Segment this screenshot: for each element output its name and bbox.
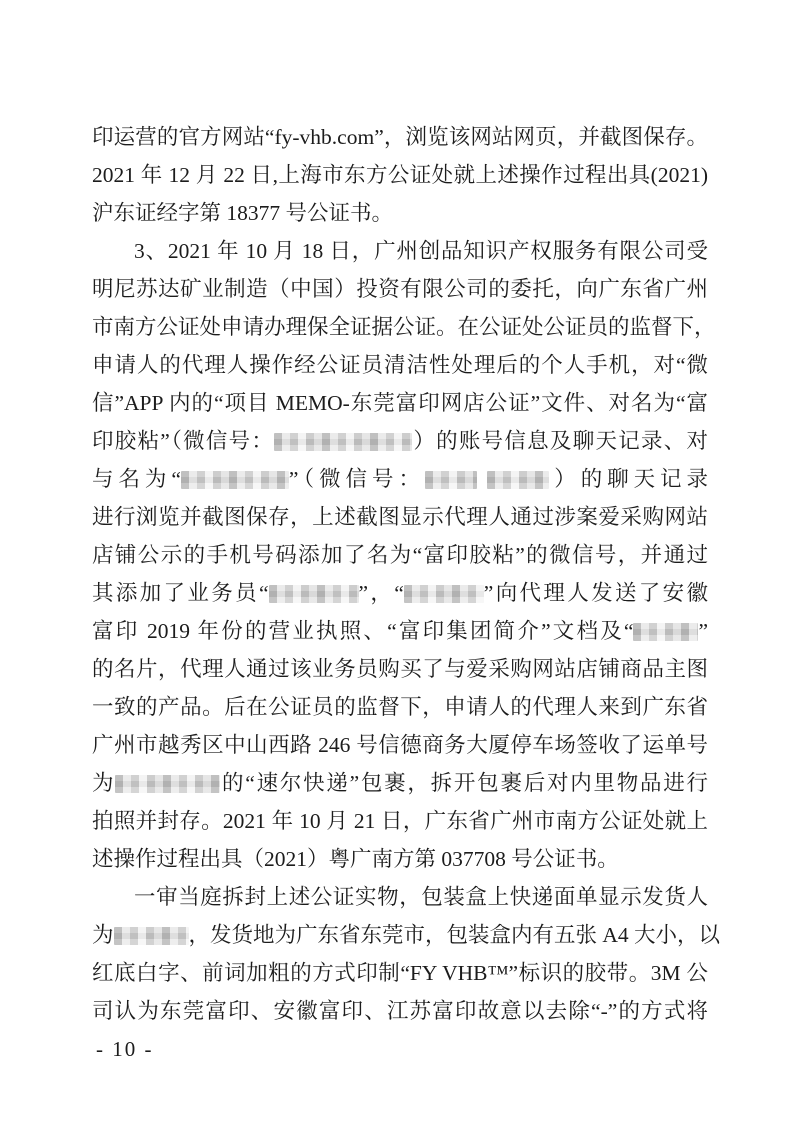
redacted-text-block: [487, 471, 549, 489]
text-line: 印胶粘”（微信号： ）的账号信息及聊天记录、对: [92, 429, 708, 453]
document-lines: [92, 118, 721, 1030]
redacted-text-block: [404, 585, 484, 603]
text-line: 一致的产品。后在公证员的监督下，申请人的代理人来到广东省: [92, 695, 708, 719]
text-line: 进行浏览并截图保存，上述截图显示代理人通过涉案爱采购网站: [92, 505, 708, 529]
text-line: 其添加了业务员“ ”，“ ”向代理人发送了安徽: [92, 581, 708, 605]
text-line: 申请人的代理人操作经公证员清洁性处理后的个人手机，对“微: [92, 353, 708, 377]
redacted-text-block: [425, 471, 477, 489]
text-line: 述操作过程出具（2021）粤广南方第 037708 号公证书。: [92, 847, 619, 871]
text-line: 红底白字、前词加粗的方式印制“FY VHB™”标识的胶带。3M 公: [92, 961, 708, 985]
text-line: 拍照并封存。2021 年 10 月 21 日，广东省广州市南方公证处就上: [92, 809, 708, 833]
text-line: 司认为东莞富印、安徽富印、江苏富印故意以去除“-”的方式将: [92, 999, 708, 1023]
text-line: 市南方公证处申请办理保全证据公证。在公证处公证员的监督下，: [92, 315, 716, 339]
redacted-text-block: [269, 585, 359, 603]
text-line: 一审当庭拆封上述公证实物，包装盒上快递面单显示发货人: [134, 885, 708, 909]
redacted-text-block: [115, 775, 220, 793]
text-line: 与名为“ ”（微信号： ）的聊天记录: [92, 467, 709, 491]
redacted-text-block: [181, 471, 289, 489]
text-line: 店铺公示的手机号码添加了名为“富印胶粘”的微信号，并通过: [92, 543, 708, 567]
redacted-text-block: [633, 623, 698, 641]
text-line: 信”APP 内的“项目 MEMO-东莞富印网店公证”文件、对名为“富: [92, 391, 708, 415]
redacted-text-block: [114, 927, 189, 945]
text-line: 印运营的官方网站“fy-vhb.com”，浏览该网站网页，并截图保存。: [92, 125, 708, 149]
text-line: 明尼苏达矿业制造（中国）投资有限公司的委托，向广东省广州: [92, 277, 708, 301]
text-line: 3、2021 年 10 月 18 日，广州创品知识产权服务有限公司受: [134, 239, 708, 263]
text-line: 为 的“速尔快递”包裹，拆开包裹后对内里物品进行: [92, 771, 708, 795]
text-line: 富印 2019 年份的营业执照、“富印集团简介”文档及“ ”: [92, 619, 708, 643]
text-line: 2021 年 12 月 22 日,上海市东方公证处就上述操作过程出具(2021): [92, 163, 708, 187]
text-line: 广州市越秀区中山西路 246 号信德商务大厦停车场签收了运单号: [92, 733, 708, 757]
redacted-text-block: [274, 433, 412, 451]
text-line: 为 ，发货地为广东省东莞市，包装盒内有五张 A4 大小，以: [92, 923, 721, 947]
text-line: 的名片，代理人通过该业务员购买了与爱采购网站店铺商品主图: [92, 657, 708, 681]
page-number: - 10 -: [96, 1037, 154, 1061]
text-line: 沪东证经字第 18377 号公证书。: [92, 201, 394, 225]
